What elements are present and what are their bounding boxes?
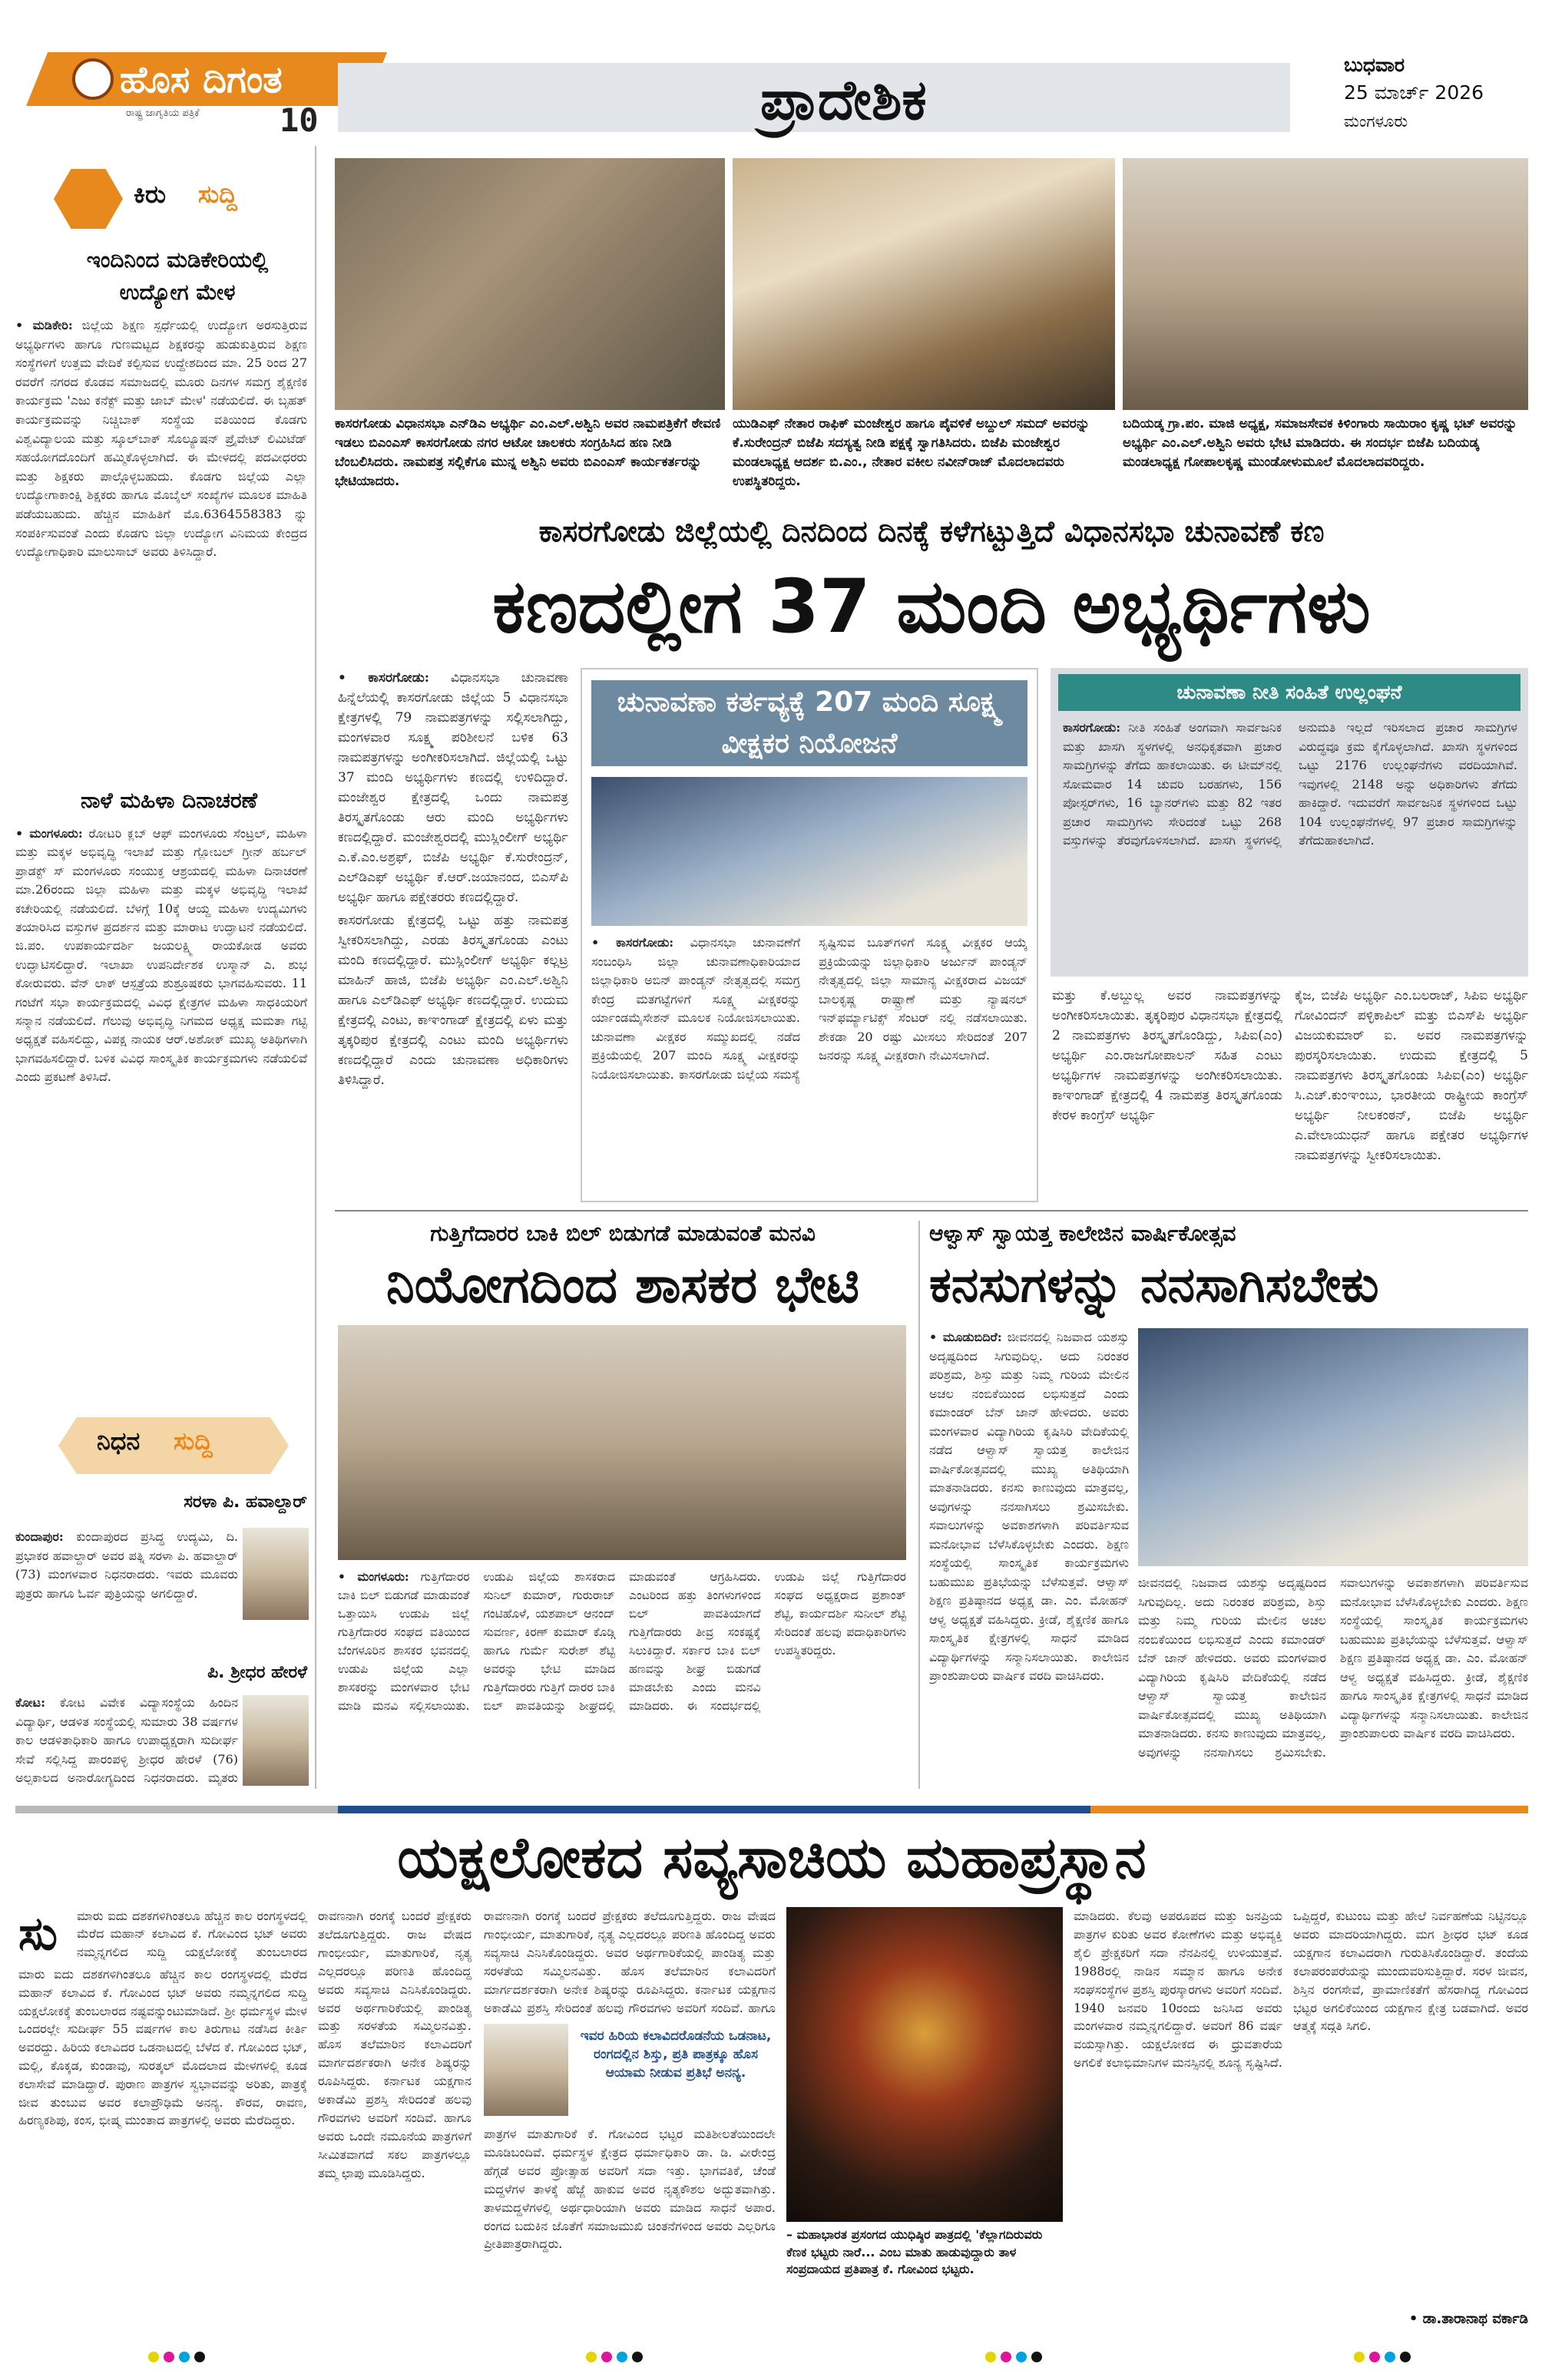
- mla-dateline: • ಮಂಗಳೂರು:: [338, 1569, 409, 1584]
- mla-headline: ನಿಯೋಗದಿಂದ ಶಾಸಕರ ಭೇಟಿ: [386, 1255, 859, 1314]
- obituary-2-dateline: ಕೋಟ:: [15, 1695, 46, 1710]
- alvas-body-left: [929, 1328, 1129, 1787]
- mla-delegation-photo: [338, 1325, 906, 1560]
- logo-text: ಹೊಸ ದಿಗಂತ: [120, 58, 283, 101]
- feature-body-col2b: ರಾವಣನಾಗಿ ರಂಗಕ್ಕೆ ಬಂದರೆ ಪ್ರೇಕ್ಷಕರು ತಲೆದೂಗುತ್ತಿದ್ದರು. ರಾಜ ವೇಷದ ಗಾಂಭೀರ್ಯ, ಮಾತುಗಾರಿಕೆ, ನೃತ್ಯ ಎಲ್ಲದರಲ್ಲೂ ಪರಿಣತಿ ಹೊಂದಿದ್ದ ಅವರು ಸವ್ಯಸಾಚಿ ಎನಿಸಿಕೊಂಡಿದ್ದರು. ಅವರ ಅರ್ಥಗಾರಿಕೆಯಲ್ಲಿ ಪಾಂಡಿತ್ಯ ಮತ್ತು ಸರಳತೆಯ ಸಮ್ಮಿಲನವಿತ್ತು. ಹೊಸ ತಲೆಮಾರಿನ ಕಲಾವಿದರಿಗೆ ಮಾರ್ಗದರ್ಶಕರಾಗಿ ಅನೇಕ ಶಿಷ್ಯರನ್ನು ರೂಪಿಸಿದ್ದರು. ಕರ್ನಾಟಕ ಯಕ್ಷಗಾನ ಅಕಾಡೆಮಿ ಪ್ರಶಸ್ತಿ ಸೇರಿದಂತೆ ಹಲವು ಗೌರವಗಳು ಅವರಿಗೆ ಸಂದಿವೆ. ಹಾಗೂ: [484, 1909, 776, 2015]
- lead-kicker: ಕಾಸರಗೋಡು ಜಿಲ್ಲೆಯಲ್ಲಿ ದಿನದಿಂದ ದಿನಕ್ಕೆ ಕಳೆಗಟ್ಟುತ್ತಿದೆ ವಿಧಾನಸಭಾ ಚುನಾವಣೆ ಕಣ: [538, 514, 1325, 548]
- feature-body-col5: ಒಪ್ಪಿದ್ದರೆ, ಕುಟುಂಬ ಮತ್ತು ಹೇಲೆ ನಿರ್ವಹಣೆಯ ನಿಟ್ಟಿನಲ್ಲೂ ಅವರು ಮಾದರಿಯಾಗಿದ್ದರು. ಮಗ ಶ್ರೀಧರ ಭಟ್ ಕೂಡ ಯಕ್ಷಗಾನ ಕಲಾವಿದರಾಗಿ ಗುರುತಿಸಿಕೊಂಡಿದ್ದಾರೆ. ತಂದೆಯ ಕಲಾಪರಂಪರೆಯನ್ನು ಮುಂದುವರಿಸುತ್ತಿದ್ದಾರೆ. ಸರಳ ಜೀವನ, ಶಿಸ್ತಿನ ರಂಗಸೇವೆ, ಪ್ರಾಮಾಣಿಕತೆಗೆ ಹೆಸರಾಗಿದ್ದ ಗೋವಿಂದ ಭಟ್ಟರ ಅಗಲಿಕೆಯಿಂದ ಯಕ್ಷಗಾನ ಕ್ಷೇತ್ರ ಬಡವಾಗಿದೆ. ಅವರ ಆತ್ಮಕ್ಕೆ ಸದ್ಗತಿ ಸಿಗಲಿ.: [1293, 1909, 1528, 2034]
- feature-body-col4: ಮಾಡಿದರು. ಕೆಲವು ಅಪರೂಪದ ಮತ್ತು ಜನಪ್ರಿಯ ಪಾತ್ರಗಳ ಕುರಿತು ಅವರ ಕೋಣೆಗಳು ಮತ್ತು ಅಭಿವ್ಯಕ್ತಿ ಶೈಲಿ ಪ್ರೇಕ್ಷಕರಿಗೆ ಸದಾ ನೆನಪಿನಲ್ಲಿ ಉಳಿಯುತ್ತವೆ. 1988ರಲ್ಲಿ ನಾಡಿನ ಸಮ್ಮಾನ ಹಾಗೂ ಅನೇಕ ಸಂಘಸಂಸ್ಥೆಗಳ ಪ್ರಶಸ್ತಿ ಪುರಸ್ಕಾರಗಳು ಅವರಿಗೆ ಸಂದಿವೆ. 1940 ಜನವರಿ 10ರಂದು ಜನಿಸಿದ ಅವರು ಮಂಗಳವಾರ ನಮ್ಮನ್ನಗಲಿದ್ದಾರೆ. ಅವರಿಗೆ 86 ವರ್ಷ ವಯಸ್ಸಾಗಿತ್ತು. ಯಕ್ಷಲೋಕದ ಈ ಧ್ರುವತಾರೆಯ ಅಗಲಿಕೆ ಕಲಾಭಿಮಾನಿಗಳ ಮನಸ್ಸಿನಲ್ಲಿ ಶೂನ್ಯ ಸೃಷ್ಟಿಸಿದೆ.: [1074, 1909, 1282, 2071]
- mla-text: ಗುತ್ತಿಗೆದಾರರ ಬಾಕಿ ಬಿಲ್ ಬಿಡುಗಡೆ ಮಾಡುವಂತೆ ಒತ್ತಾಯಿಸಿ ಉಡುಪಿ ಜಿಲ್ಲೆ ಗುತ್ತಿಗೆದಾರರ ಸಂಘದ ವತಿಯಿಂದ ಬೆಂಗಳೂರಿನ ಶಾಸಕರ ಭವನದಲ್ಲಿ ಉಡುಪಿ ಜಿಲ್ಲೆಯ ಎಲ್ಲಾ ಶಾಸಕರನ್ನು ಮಂಗಳವಾರ ಭೇಟಿ ಮಾಡಿ ಮನವಿ ಸಲ್ಲಿಸಲಾಯಿತು. ಉಡುಪಿ ಜಿಲ್ಲೆಯ ಶಾಸಕರಾದ ಸುನಿಲ್ ಕುಮಾರ್, ಗುರುರಾಜ್ ಗಂಟಿಹೊಳೆ, ಯಶಪಾಲ್ ಆನಂದ್ ಸುವರ್ಣ, ಕಿರಣ್ ಕುಮಾರ್ ಕೊಡ್ಗಿ ಹಾಗೂ ಗುರ್ಮೆ ಸುರೇಶ್ ಶೆಟ್ಟಿ ಅವರನ್ನು ಭೇಟಿ ಮಾಡಿದ ಗುತ್ತಿಗೆದಾರರು ಗುತ್ತಿಗೆ ದಾರರ ಬಾಕಿ ಬಿಲ್ ಪಾವತಿಯನ್ನು ಶೀಘ್ರದಲ್ಲಿ ಮಾಡುವಂತೆ ಆಗ್ರಹಿಸಿದರು. ಎಂಟರಿಂದ ಹತ್ತು ತಿಂಗಳುಗಳಿಂದ ಬಿಲ್ ಪಾವತಿಯಾಗದೆ ಗುತ್ತಿಗೆದಾರರು ತೀವ್ರ ಸಂಕಷ್ಟಕ್ಕೆ ಸಿಲುಕಿದ್ದಾರೆ. ಸರ್ಕಾರ ಬಾಕಿ ಬಿಲ್ ಹಣವನ್ನು ಶೀಘ್ರ ಬಿಡುಗಡೆ ಮಾಡಬೇಕು ಎಂದು ಮನವಿ ಮಾಡಿದರು. ಈ ಸಂದರ್ಭದಲ್ಲಿ ಉಡುಪಿ ಜಿಲ್ಲೆ ಗುತ್ತಿಗೆದಾರರ ಸಂಘದ ಅಧ್ಯಕ್ಷರಾದ ಪ್ರಶಾಂತ್ ಶೆಟ್ಟಿ, ಕಾರ್ಯದರ್ಶಿ ಸುನೀಲ್ ಶೆಟ್ಟಿ ಸೇರಿದಂತೆ ಹಲವು ಪದಾಧಿಕಾರಿಗಳು ಉಪಸ್ಥಿತರಿದ್ದರು.: [338, 1570, 906, 1713]
- obituary-1-photo: [243, 1528, 309, 1620]
- sidebar-divider: [315, 146, 316, 1789]
- observer-box-title: ಚುನಾವಣಾ ಕರ್ತವ್ಯಕ್ಕೆ 207 ಮಂದಿ ಸೂಕ್ಷ್ಮ ವೀಕ್ಷಕರ ನಿಯೋಜನೆ: [591, 680, 1027, 766]
- masthead-logo: [26, 52, 387, 138]
- brief2-headline: ನಾಳೆ ಮಹಿಳಾ ದಿನಾಚರಣೆ: [80, 788, 258, 813]
- nidhana-label: ನಿಧನ: [97, 1426, 141, 1456]
- feature-body-col3: ಪಾತ್ರಗಳ ಮಾತುಗಾರಿಕೆ ಕೆ. ಗೋವಿಂದ ಭಟ್ಟರ ಮತಿಶೀಲತೆಯಿಂದಲೇ ಮೂಡಿಬಂದಿವೆ. ಧರ್ಮಸ್ಥಳ ಕ್ಷೇತ್ರದ ಧರ್ಮಾಧಿಕಾರಿ ಡಾ. ಡಿ. ವೀರೇಂದ್ರ ಹೆಗ್ಗಡೆ ಅವರ ಪ್ರೋತ್ಸಾಹ ಅವರಿಗೆ ಸದಾ ಇತ್ತು. ಭಾಗವತಿಕೆ, ಚೆಂಡೆ ಮದ್ದಳೆಗಳ ತಾಳಕ್ಕೆ ಹೆಜ್ಜೆ ಹಾಕುವ ಅವರ ನೃತ್ಯಕೌಶಲ ಅದ್ಭುತವಾಗಿತ್ತು. ತಾಳಮದ್ದಳೆಗಳಲ್ಲಿ ಅರ್ಥಧಾರಿಯಾಗಿ ಅವರು ಮಾಡಿದ ಸಾಧನೆ ಅಪಾರ. ರಂಗದ ಬದುಕಿನ ಜೊತೆಗೆ ಸಮಾಜಮುಖಿ ಚಿಂತನೆಗಳಿಂದ ಅವರು ಎಲ್ಲರಿಗೂ ಪ್ರೀತಿಪಾತ್ರರಾಗಿದ್ದರು.: [484, 2127, 776, 2252]
- photo-bjp-joining: [733, 158, 1115, 410]
- obituary-1-name: ಸರಳಾ ಪಿ. ಹವಾಲ್ದಾರ್: [184, 1492, 307, 1512]
- obituary-2-name: ಪಿ. ಶ್ರೀಧರ ಹೇರಳೆ: [207, 1663, 307, 1682]
- lead-body-col3: ಮತ್ತು ಕೆ.ಅಬ್ದುಲ್ಲ ಅವರ ನಾಮಪತ್ರಗಳನ್ನು ಅಂಗೀಕರಿಸಲಾಯಿತು. ತೃಕ್ಕರಿಪುರ ವಿಧಾನಸಭಾ ಕ್ಷೇತ್ರದಲ್ಲಿ 2 ನಾಮಪತ್ರಗಳು ತಿರಸ್ಕೃತಗೊಂಡಿದ್ದು, ಸಿಪಿಐ(ಎಂ) ಅಭ್ಯರ್ಥಿ ಎಂ.ರಾಜಗೋಪಾಲನ್ ಸಹಿತ ಎಂಟು ಅಭ್ಯರ್ಥಿಗಳ ನಾಮಪತ್ರಗಳನ್ನು ಅಂಗೀಕರಿಸಲಾಯಿತು. ಕಾಞಂಗಾಡ್ ಕ್ಷೇತ್ರದಲ್ಲಿ 4 ನಾಮಪತ್ರ ತಿರಸ್ಕೃತಗೊಂಡು ಕೇರಳ ಕಾಂಗ್ರೆಸ್ ಅಭ್ಯರ್ಥಿ: [1052, 988, 1282, 1123]
- photo-caption-3: ಬದಿಯಡ್ಕ ಗ್ರಾ.ಪಂ. ಮಾಜಿ ಅಧ್ಯಕ್ಷ, ಸಮಾಜಸೇವಕ ಕಿಳಿಂಗಾರು ಸಾಯಿರಾಂ ಕೃಷ್ಣ ಭಟ್ ಅವರನ್ನು ಅಭ್ಯರ್ಥಿ ಎಂ.ಎಲ್.ಅಶ್ವಿನಿ ಅವರು ಭೇಟಿ ಮಾಡಿದರು. ಈ ಸಂದರ್ಭ ಬಿಜೆಪಿ ಬದಿಯಡ್ಕ ಮಂಡಲಾಧ್ಯಕ್ಷ ಗೋಪಾಲಕೃಷ್ಣ ಮುಂಡೋಳುಮೂಲೆ ಮೊದಲಾದವರಿದ್ದರು.: [1123, 416, 1517, 470]
- issue-city: ಮಂಗಳೂರು: [1344, 112, 1408, 131]
- reg-dots-4: [1352, 2351, 1444, 2366]
- violation-box-title: ಚುನಾವಣಾ ನೀತಿ ಸಂಹಿತೆ ಉಲ್ಲಂಘನೆ: [1058, 674, 1520, 711]
- feature-bar-orange: [1090, 1806, 1528, 1813]
- yakshagana-artist-photo: [786, 1907, 1063, 2222]
- feature-byline: • ಡಾ.ತಾರಾನಾಥ ವರ್ಕಾಡಿ: [1408, 2311, 1528, 2327]
- brief2-dateline: • ಮಂಗಳೂರು:: [15, 826, 83, 841]
- feature-body-col1b: ಮಾರು ಐದು ದಶಕಗಳಿಗಿಂತಲೂ ಹೆಚ್ಚಿನ ಕಾಲ ರಂಗಸ್ಥಳದಲ್ಲಿ ಮೆರೆದ ಮಹಾನ್ ಕಲಾವಿದ ಕೆ. ಗೋವಿಂದ ಭಟ್ ಅವರು ನಮ್ಮನ್ನಗಲಿದ ಸುದ್ದಿ ಯಕ್ಷಲೋಕಕ್ಕೆ ತುಂಬಲಾರದ ನಷ್ಟವನ್ನುಂಟುಮಾಡಿದೆ. ಶ್ರೀ ಧರ್ಮಸ್ಥಳ ಮೇಳ ಒಂದರಲ್ಲೇ ಸುದೀರ್ಘ 55 ವರ್ಷಗಳ ಕಾಲ ತಿರುಗಾಟ ನಡೆಸಿದ ಕೀರ್ತಿ ಅವರದ್ದು. ಹಿರಿಯ ಕಲಾವಿದರ ಒಡನಾಟದಲ್ಲಿ ಬೆಳೆದ ಕೆ. ಗೋವಿಂದ ಭಟ್, ಮಲ್ಲಿ, ಕೊಕ್ಕಡ, ಕುಂಡಾವು, ಸುರತ್ಕಲ್ ಮೊದಲಾದ ಮೇಳಗಳಲ್ಲಿ ಕೂಡ ಕಲಾಸೇವೆ ಮಾಡಿದ್ದಾರೆ. ಪುರಾಣ ಪಾತ್ರಗಳ ಸ್ವಭಾವವನ್ನು ಅರಿತು, ಪಾತ್ರಕ್ಕೆ ಜೀವ ತುಂಬುವ ಅವರ ಕಲಾಪ್ರೌಢಿಮೆ ಅನನ್ಯ. ಕೌರವ, ರಾವಣ, ಹಿರಣ್ಯಕಶಿಪು, ಕಂಸ, ಭೀಷ್ಮ ಮುಂತಾದ ಪಾತ್ರಗಳಲ್ಲಿ ಅವರು ಮೆರೆದಿದ್ದರು.: [18, 1967, 307, 2128]
- nidhana-badge: [58, 1417, 289, 1474]
- alvas-dateline: • ಮೂಡುಬಿದಿರೆ:: [929, 1330, 1002, 1344]
- print-registration-marks: [0, 2343, 1542, 2374]
- hand-icon: [54, 169, 123, 229]
- alvas-text: ಜೀವನದಲ್ಲಿ ನಿಜವಾದ ಯಶಸ್ಸು ಅದೃಷ್ಟದಿಂದ ಸಿಗುವುದಿಲ್ಲ. ಅದು ನಿರಂತರ ಪರಿಶ್ರಮ, ಶಿಸ್ತು ಮತ್ತು ನಿಮ್ಮ ಗುರಿಯ ಮೇಲಿನ ಅಚಲ ನಂಬಿಕೆಯಿಂದ ಲಭಿಸುತ್ತದೆ ಎಂದು ಕಮಾಂಡರ್ ಬೆನ್ ಜಾನ್ ಹೇಳಿದರು. ಅವರು ಮಂಗಳವಾರ ವಿದ್ಯಾಗಿರಿಯ ಕೃಷಿಸಿರಿ ವೇದಿಕೆಯಲ್ಲಿ ನಡೆದ ಆಳ್ವಾಸ್ ಸ್ವಾಯತ್ತ ಕಾಲೇಜಿನ ವಾರ್ಷಿಕೋತ್ಸವದಲ್ಲಿ ಮುಖ್ಯ ಅತಿಥಿಯಾಗಿ ಮಾತನಾಡಿದರು. ಕನಸು ಕಾಣುವುದು ಮಾತ್ರವಲ್ಲ, ಅವುಗಳನ್ನು ನನಸಾಗಿಸಲು ಶ್ರಮಿಸಬೇಕು. ಸವಾಲುಗಳನ್ನು ಅವಕಾಶಗಳಾಗಿ ಪರಿವರ್ತಿಸುವ ಮನೋಭಾವ ಬೆಳೆಸಿಕೊಳ್ಳಬೇಕು ಎಂದರು. ಶಿಕ್ಷಣ ಸಂಸ್ಥೆಯಲ್ಲಿ ಸಾಂಸ್ಕೃತಿಕ ಕಾರ್ಯಕ್ರಮಗಳು ಬಹುಮುಖ ಪ್ರತಿಭೆಯನ್ನು ಬೆಳೆಸುತ್ತವೆ. ಆಳ್ವಾಸ್ ಶಿಕ್ಷಣ ಪ್ರತಿಷ್ಠಾನದ ಅಧ್ಯಕ್ಷ ಡಾ. ಎಂ. ಮೋಹನ್ ಆಳ್ವ ಅಧ್ಯಕ್ಷತೆ ವಹಿಸಿದ್ದರು. ಕ್ರೀಡೆ, ಶೈಕ್ಷಣಿಕ ಹಾಗೂ ಸಾಂಸ್ಕೃತಿಕ ಕ್ಷೇತ್ರಗಳಲ್ಲಿ ಸಾಧನೆ ಮಾಡಿದ ವಿದ್ಯಾರ್ಥಿಗಳನ್ನು ಸನ್ಮಾನಿಸಲಾಯಿತು. ಕಾಲೇಜಿನ ಪ್ರಾಂಶುಪಾಲರು ವಾರ್ಷಿಕ ವರದಿ ವಾಚಿಸಿದರು.: [929, 1330, 1129, 1683]
- photo-caption-1: ಕಾಸರಗೋಡು ವಿಧಾನಸಭಾ ಎನ್‌ಡಿಎ ಅಭ್ಯರ್ಥಿ ಎಂ.ಎಲ್.ಅಶ್ವಿನಿ ಅವರ ನಾಮಪತ್ರಿಕೆಗೆ ಠೇವಣಿ ಇಡಲು ಬಿಎಂಎಸ್ ಕಾಸರಗೋಡು ನಗರ ಆಟೋ ಚಾಲಕರು ಸಂಗ್ರಹಿಸಿದ ಹಣ ನೀಡಿ ಬೆಂಬಲಿಸಿದರು. ನಾಮಪತ್ರ ಸಲ್ಲಿಕೆಗೂ ಮುನ್ನ ಅಶ್ವಿನಿ ಅವರು ಬಿಎಂಎಸ್ ಕಾರ್ಯಕರ್ತರನ್ನು ಭೇಟಿಯಾದರು.: [335, 416, 721, 489]
- feature-body-col2: ರಾವಣನಾಗಿ ರಂಗಕ್ಕೆ ಬಂದರೆ ಪ್ರೇಕ್ಷಕರು ತಲೆದೂಗುತ್ತಿದ್ದರು. ರಾಜ ವೇಷದ ಗಾಂಭೀರ್ಯ, ಮಾತುಗಾರಿಕೆ, ನೃತ್ಯ ಎಲ್ಲದರಲ್ಲೂ ಪರಿಣತಿ ಹೊಂದಿದ್ದ ಅವರು ಸವ್ಯಸಾಚಿ ಎನಿಸಿಕೊಂಡಿದ್ದರು. ಅವರ ಅರ್ಥಗಾರಿಕೆಯಲ್ಲಿ ಪಾಂಡಿತ್ಯ ಮತ್ತು ಸರಳತೆಯ ಸಮ್ಮಿಲನವಿತ್ತು. ಹೊಸ ತಲೆಮಾರಿನ ಕಲಾವಿದರಿಗೆ ಮಾರ್ಗದರ್ಶಕರಾಗಿ ಅನೇಕ ಶಿಷ್ಯರನ್ನು ರೂಪಿಸಿದ್ದರು. ಕರ್ನಾಟಕ ಯಕ್ಷಗಾನ ಅಕಾಡೆಮಿ ಪ್ರಶಸ್ತಿ ಸೇರಿದಂತೆ ಹಲವು ಗೌರವಗಳು ಅವರಿಗೆ ಸಂದಿವೆ. ಹಾಗೂ ಅವರು ಒಂದೇ ನಮೂನೆಯ ಪಾತ್ರಗಳಿಗೆ ಸೀಮಿತವಾಗದೆ ಸಕಲ ಪಾತ್ರಗಳಲ್ಲೂ ತಮ್ಮ ಛಾಪು ಮೂಡಿಸಿದ್ದರು.: [318, 1909, 472, 2180]
- observer-text: ವಿಧಾನಸಭಾ ಚುನಾವಣೆಗೆ ಸಂಬಂಧಿಸಿ ಜಿಲ್ಲಾ ಚುನಾವಣಾಧಿಕಾರಿಯಾದ ಜಿಲ್ಲಾಧಿಕಾರಿ ಅಬಿನ್ ಪಾಂಡ್ಯನ್ ನೇತೃತ್ವದಲ್ಲಿ ಸಮಗ್ರ ಕೇಂದ್ರ ಮತಗಟ್ಟೆಗಳಿಗೆ ಸೂಕ್ಷ್ಮ ವೀಕ್ಷಕರನ್ನು ರ್ಯಾಂಡಮೈಸೇಶನ್ ಮೂಲಕ ನಿಯೋಜಿಸಲಾಯಿತು. ಚುನಾವಣಾ ವೀಕ್ಷಕರ ಸಮ್ಮುಖದಲ್ಲಿ ನಡೆದ ಪ್ರಕ್ರಿಯೆಯಲ್ಲಿ 207 ಮಂದಿ ಸೂಕ್ಷ್ಮ ವೀಕ್ಷಕರನ್ನು ನಿಯೋಜಿಸಲಾಯಿತು. ಕಾಸರಗೋಡು ಜಿಲ್ಲೆಯ ಸಮಸ್ಯೆ ಸೃಷ್ಟಿಸುವ ಬೂತ್‌ಗಳಿಗೆ ಸೂಕ್ಷ್ಮ ವೀಕ್ಷಕರ ಆಯ್ಕೆ ಪ್ರಕ್ರಿಯೆಯನ್ನು ಜಿಲ್ಲಾಧಿಕಾರಿ ಅರ್ಜುನ್ ಪಾಂಡ್ಯನ್ ನೇತೃತ್ವದಲ್ಲಿ ಜಿಲ್ಲಾ ಸಾಮಾನ್ಯ ವೀಕ್ಷಕರಾದ ವಿಜಯ್ ಬಾಲಕೃಷ್ಣ ರಾಷ್ಟ್ರಾಣೆ ಮತ್ತು ನ್ಯಾಷನಲ್ ಇನ್‌ಫರ್ಮ್ಯಾಟಿಕ್ಸ್ ಸೆಂಟರ್ ನಲ್ಲಿ ನಡೆಸಲಾಯಿತು. ಶೇಕಡಾ 20 ರಷ್ಟು ಮೀಸಲು ಸೇರಿದಂತೆ 207 ಜನರನ್ನು ಸೂಕ್ಷ್ಮ ವೀಕ್ಷಕರಾಗಿ ನೇಮಿಸಲಾಗಿದೆ.: [591, 935, 1027, 1082]
- feature-body-col1: ಮಾರು ಐದು ದಶಕಗಳಿಗಿಂತಲೂ ಹೆಚ್ಚಿನ ಕಾಲ ರಂಗಸ್ಥಳದಲ್ಲಿ ಮೆರೆದ ಮಹಾನ್ ಕಲಾವಿದ ಕೆ. ಗೋವಿಂದ ಭಟ್ ಅವರು ನಮ್ಮನ್ನಗಲಿದ ಸುದ್ದಿ ಯಕ್ಷಲೋಕಕ್ಕೆ ತುಂಬಲಾರದ: [77, 1909, 307, 1959]
- observer-body: [591, 934, 1027, 1195]
- feature-dropcap: ಸು: [18, 1907, 58, 1961]
- alvas-body-right: ಜೀವನದಲ್ಲಿ ನಿಜವಾದ ಯಶಸ್ಸು ಅದೃಷ್ಟದಿಂದ ಸಿಗುವುದಿಲ್ಲ. ಅದು ನಿರಂತರ ಪರಿಶ್ರಮ, ಶಿಸ್ತು ಮತ್ತು ನಿಮ್ಮ ಗುರಿಯ ಮೇಲಿನ ಅಚಲ ನಂಬಿಕೆಯಿಂದ ಲಭಿಸುತ್ತದೆ ಎಂದು ಕಮಾಂಡರ್ ಬೆನ್ ಜಾನ್ ಹೇಳಿದರು. ಅವರು ಮಂಗಳವಾರ ವಿದ್ಯಾಗಿರಿಯ ಕೃಷಿಸಿರಿ ವೇದಿಕೆಯಲ್ಲಿ ನಡೆದ ಆಳ್ವಾಸ್ ಸ್ವಾಯತ್ತ ಕಾಲೇಜಿನ ವಾರ್ಷಿಕೋತ್ಸವದಲ್ಲಿ ಮುಖ್ಯ ಅತಿಥಿಯಾಗಿ ಮಾತನಾಡಿದರು. ಕನಸು ಕಾಣುವುದು ಮಾತ್ರವಲ್ಲ, ಅವುಗಳನ್ನು ನನಸಾಗಿಸಲು ಶ್ರಮಿಸಬೇಕು. ಸವಾಲುಗಳನ್ನು ಅವಕಾಶಗಳಾಗಿ ಪರಿವರ್ತಿಸುವ ಮನೋಭಾವ ಬೆಳೆಸಿಕೊಳ್ಳಬೇಕು ಎಂದರು. ಶಿಕ್ಷಣ ಸಂಸ್ಥೆಯಲ್ಲಿ ಸಾಂಸ್ಕೃತಿಕ ಕಾರ್ಯಕ್ರಮಗಳು ಬಹುಮುಖ ಪ್ರತಿಭೆಯನ್ನು ಬೆಳೆಸುತ್ತವೆ. ಆಳ್ವಾಸ್ ಶಿಕ್ಷಣ ಪ್ರತಿಷ್ಠಾನದ ಅಧ್ಯಕ್ಷ ಡಾ. ಎಂ. ಮೋಹನ್ ಆಳ್ವ ಅಧ್ಯಕ್ಷತೆ ವಹಿಸಿದ್ದರು. ಕ್ರೀಡೆ, ಶೈಕ್ಷಣಿಕ ಹಾಗೂ ಸಾಂಸ್ಕೃತಿಕ ಕ್ಷೇತ್ರಗಳಲ್ಲಿ ಸಾಧನೆ ಮಾಡಿದ ವಿದ್ಯಾರ್ಥಿಗಳನ್ನು ಸನ್ಮಾನಿಸಲಾಯಿತು. ಕಾಲೇಜಿನ ಪ್ರಾಂಶುಪಾಲರು ವಾರ್ಷಿಕ ವರದಿ ವಾಚಿಸಿದರು.: [1138, 1575, 1528, 1760]
- brief-text: ಜಿಲ್ಲೆಯ ಶಿಕ್ಷಣ ಸ್ಪರ್ಧೆಯಲ್ಲಿ ಉದ್ಯೋಗ ಅರಸುತ್ತಿರುವ ಅಭ್ಯರ್ಥಿಗಳು ಹಾಗೂ ಗುಣಮಟ್ಟದ ಶಿಕ್ಷಕರನ್ನು ಹುಡುಕುತ್ತಿರುವ ಶಿಕ್ಷಣ ಸಂಸ್ಥೆಗಳಿಗೆ ಉತ್ತಮ ವೇದಿಕೆ ಕಲ್ಪಿಸುವ ಉದ್ದೇಶದಿಂದ ಮಾ. 25 ರಿಂದ 27 ರವರೆಗೆ ನಗರದ ಕೊಡವ ಸಮಾಜದಲ್ಲಿ ಮೂರು ದಿನಗಳ ಸಮಗ್ರ ಶೈಕ್ಷಣಿಕ ಕಾರ್ಯಕ್ರಮ 'ಎಜು ಕನೆಕ್ಟ್ ಮತ್ತು ಜಾಬ್ ಮೇಳ' ನಡೆಯಲಿದೆ. ಈ ಬೃಹತ್ ಕಾರ್ಯಕ್ರಮವನ್ನು ನಿಚ್ಚಿಬಾಕ್ ಸಂಸ್ಥೆಯ ವತಿಯಿಂದ ಕೊಡಗು ವಿಶ್ವವಿದ್ಯಾಲಯ ಮತ್ತು ಸ್ಕೂಲ್‌ಬಾಕ್ ಸೊಲ್ಯೂಷನ್ ಪ್ರೈವೇಟ್ ಲಿಮಿಟೆಡ್ ಸಹಯೋಗದೊಂದಿಗೆ ಹಮ್ಮಿಕೊಳ್ಳಲಾಗಿದೆ. ಈ ಮೇಳದಲ್ಲಿ ಪದವೀಧರರು ಮತ್ತು ಶಿಕ್ಷಕರು ಪಾಲ್ಗೊಳ್ಳಬಹುದು. ಕೊಡಗು ಜಿಲ್ಲೆಯ ಎಲ್ಲಾ ಉದ್ಯೋಗಾಕಾಂಕ್ಷಿ ಶಿಕ್ಷಕರು ಹಾಗೂ ಮೊಬೈಲ್ ಸಂಖ್ಯೆಗಳ ಮೂಲಕ ಮಾಹಿತಿ ಪಡೆಯಬಹುದು. ಹೆಚ್ಚಿನ ಮಾಹಿತಿಗೆ ಮೊ.6364558383 ನ್ನು ಸಂಪರ್ಕಿಸುವಂತೆ ಎಂದು ಕೊಡಗು ಜಿಲ್ಲಾ ಉದ್ಯೋಗ ವಿನಿಮಯ ಕೇಂದ್ರದ ಉದ್ಯೋಗಾಧಿಕಾರಿ ಮಾಲುಸಾಬ್ ಅವರು ತಿಳಿಸಿದ್ದಾರೆ.: [15, 318, 307, 560]
- lead-body-1: ವಿಧಾನಸಭಾ ಚುನಾವಣಾ ಹಿನ್ನೆಲೆಯಲ್ಲಿ ಕಾಸರಗೋಡು ಜಿಲ್ಲೆಯ 5 ವಿಧಾನಸಭಾ ಕ್ಷೇತ್ರಗಳಲ್ಲಿ 79 ನಾಮಪತ್ರಗಳನ್ನು ಸಲ್ಲಿಸಲಾಗಿದ್ದು, ಮಂಗಳವಾರ ಸೂಕ್ಷ್ಮ ಪರಿಶೀಲನೆ ಬಳಿಕ 63 ನಾಮಪತ್ರಗಳನ್ನು ಅಂಗೀಕರಿಸಲಾಗಿದೆ. ಜಿಲ್ಲೆಯಲ್ಲಿ ಒಟ್ಟು 37 ಮಂದಿ ಅಭ್ಯರ್ಥಿಗಳು ಕಣದಲ್ಲಿ ಉಳಿದಿದ್ದಾರೆ. ಮಂಜೇಶ್ವರ ಕ್ಷೇತ್ರದಲ್ಲಿ ಒಂದು ನಾಮಪತ್ರ ತಿರಸ್ಕೃತಗೊಂಡು ಆರು ಮಂದಿ ಅಭ್ಯರ್ಥಿಗಳು ಕಣದಲ್ಲಿದ್ದಾರೆ. ಮಂಜೇಶ್ವರದಲ್ಲಿ ಮುಸ್ಲಿಂಲೀಗ್ ಅಭ್ಯರ್ಥಿ ಎ.ಕೆ.ಎಂ.ಅಶ್ರಫ್, ಬಿಜೆಪಿ ಅಭ್ಯರ್ಥಿ ಕೆ.ಸುರೇಂದ್ರನ್, ಎಲ್‌ಡಿಎಫ್ ಅಭ್ಯರ್ಥಿ ಕೆ.ಆರ್.ಜಯಾನಂದ, ಬಿಎಸ್‌ಪಿ ಅಭ್ಯರ್ಥಿ ಹಾಗೂ ಪಕ್ಷೇತರರು ಕಣದಲ್ಲಿದ್ದಾರೆ.: [338, 670, 568, 905]
- violation-dateline: ಕಾಸರಗೋಡು:: [1063, 720, 1121, 735]
- brief-headline: ಇಂದಿನಿಂದ ಮಡಿಕೇರಿಯಲ್ಲಿ ಉದ್ಯೋಗ ಮೇಳ: [86, 247, 269, 305]
- kiru-suddi-badge: [54, 169, 299, 230]
- obituary-2-text: ಕೋಟ ವಿವೇಕ ವಿದ್ಯಾಸಂಸ್ಥೆಯ ಹಿಂದಿನ ವಿದ್ಯಾರ್ಥಿ, ಆಡಳಿತ ಸಂಸ್ಥೆಯಲ್ಲಿ ಸುಮಾರು 38 ವರ್ಷಗಳ ಕಾಲ ಆಡಳಿತಾಧಿಕಾರಿ ಹಾಗೂ ಉಪಾಧ್ಯಕ್ಷರಾಗಿ ಸುದೀರ್ಘ ಸೇವೆ ಸಲ್ಲಿಸಿದ್ದ ಪಾರಂಪಳ್ಳಿ ಶ್ರೀಧರ ಹೇರಳೆ (76) ಅಲ್ಪಕಾಲದ ಅನಾರೋಗ್ಯದಿಂದ ನಿಧನರಾದರು. ಮೃತರು: [15, 1695, 238, 1785]
- violation-body: [1063, 719, 1517, 970]
- photo-kasaragod-nomination: [335, 158, 725, 410]
- photo-caption-2: ಯುಡಿಎಫ್ ನೇತಾರ ರಾಫಿಕ್ ಮಂಜೇಶ್ವರ ಹಾಗೂ ಪೈವಳಿಕೆ ಅಬ್ದುಲ್ ಸಮದ್ ಅವರನ್ನು ಕೆ.ಸುರೇಂದ್ರನ್ ಬಿಜೆಪಿ ಸದಸ್ಯತ್ವ ನೀಡಿ ಪಕ್ಷಕ್ಕೆ ಸ್ವಾಗತಿಸಿದರು. ಬಿಜೆಪಿ ಮಂಜೇಶ್ವರ ಮಂಡಲಾಧ್ಯಕ್ಷ ಆದರ್ಶ ಬಿ.ಎಂ., ನೇತಾರ ವಕೀಲ ನವೀನ್‌ರಾಜ್ ಮೊದಲಾದವರು ಉಪಸ್ಥಿತರಿದ್ದರು.: [733, 416, 1090, 489]
- section-title: ಪ್ರಾದೇಶಿಕ: [760, 68, 927, 132]
- reg-dots-1: [146, 2351, 238, 2366]
- obituary-1-text: ಕುಂದಾಪುರದ ಪ್ರಸಿದ್ಧ ಉದ್ಯಮಿ, ದಿ. ಪ್ರಭಾಕರ ಹವಾಲ್ದಾರ್ ಅವರ ಪತ್ನಿ ಸರಳಾ ಪಿ. ಹವಾಲ್ದಾರ್ (73) ಮಂಗಳವಾರ ನಿಧನರಾದರು. ಇವರು ಮೂವರು ಪುತ್ರರು ಹಾಗೂ ಓರ್ವ ಪುತ್ರಿಯನ್ನು ಅಗಲಿದ್ದಾರೆ.: [15, 1529, 238, 1601]
- lamp-icon: [72, 58, 114, 100]
- reg-dots-3: [983, 2351, 1075, 2366]
- page-number: 10: [280, 101, 319, 139]
- lead-headline: ಕಣದಲ್ಲೀಗ 37 ಮಂದಿ ಅಭ್ಯರ್ಥಿಗಳು: [492, 564, 1371, 650]
- alvas-headline: ಕನಸುಗಳನ್ನು ನನಸಾಗಿಸಬೇಕು: [929, 1257, 1379, 1314]
- alvas-event-photo: [1138, 1328, 1528, 1566]
- feature-bar-left: [15, 1806, 338, 1813]
- mla-body: [338, 1568, 906, 1787]
- brief-body: [15, 316, 307, 785]
- brief-dateline: • ಮಡಿಕೇರಿ:: [15, 318, 73, 332]
- logo-tagline: ರಾಷ್ಟ್ರ ಜಾಗೃತಿಯ ಪತ್ರಿಕೆ: [126, 107, 200, 119]
- nidhana-suddi-label: ಸುದ್ದಿ: [174, 1426, 213, 1456]
- lead-body-col4: ಕೈಜ, ಬಿಜೆಪಿ ಅಭ್ಯರ್ಥಿ ಎಂ.ಬಲರಾಜ್, ಸಿಪಿಐ ಅಭ್ಯರ್ಥಿ ಗೋವಿಂದನ್ ಪಳ್ಳಿಕಾಪಿಲ್ ಮತ್ತು ಬಿಎಸ್‌ಪಿ ಅಭ್ಯರ್ಥಿ ವಿಜಯಕುಮಾರ್ ಐ. ಅವರ ನಾಮಪತ್ರಗಳನ್ನು ಪುರಸ್ಕರಿಸಲಾಯಿತು. ಉದುಮ ಕ್ಷೇತ್ರದಲ್ಲಿ 5 ನಾಮಪತ್ರಗಳು ತಿರಸ್ಕೃತಗೊಂಡು ಸಿಪಿಐ(ಎಂ) ಅಭ್ಯರ್ಥಿ ಸಿ.ಎಚ್.ಕುಂಞಂಬು, ಭಾರತೀಯ ರಾಷ್ಟ್ರೀಯ ಕಾಂಗ್ರೆಸ್ ಅಭ್ಯರ್ಥಿ ನೀಲಕಂಠನ್, ಬಿಜೆಪಿ ಅಭ್ಯರ್ಥಿ ಎ.ವೇಲಾಯುಧನ್ ಹಾಗೂ ಪಕ್ಷೇತರ ಅಭ್ಯರ್ಥಿಗಳ ನಾಮಪತ್ರಗಳನ್ನು ಸ್ವೀಕರಿಸಲಾಯಿತು.: [1295, 988, 1528, 1163]
- brief2-text: ರೋಟರಿ ಕ್ಲಬ್ ಆಫ್ ಮಂಗಳೂರು ಸೆಂಟ್ರಲ್, ಮಹಿಳಾ ಮತ್ತು ಮಕ್ಕಳ ಅಭಿವೃದ್ಧಿ ಇಲಾಖೆ ಮತ್ತು ಗ್ಲೋಬಲ್ ಗ್ರೀನ್ ಹರ್ಬಲ್ ಪ್ರಾಡಕ್ಟ್ ಸ್ ಮಂಗಳೂರು ಸಂಯುಕ್ತ ಆಶ್ರಯದಲ್ಲಿ ಮಹಿಳಾ ದಿನಾಚರಣೆ ಮಾ.26ರಂದು ಜಿಲ್ಲಾ ಮಹಿಳಾ ಮತ್ತು ಮಕ್ಕಳ ಅಭಿವೃದ್ಧಿ ಇಲಾಖೆ ಕಚೇರಿಯಲ್ಲಿ ನಡೆಯಲಿದೆ. ಬೆಳಗ್ಗೆ 10ಕ್ಕೆ ಆಯ್ದ ಮಹಿಳಾ ಉದ್ಯಮಿಗಳು ತಯಾರಿಸಿದ ವಸ್ತುಗಳ ಪ್ರದರ್ಶನ ಮತ್ತು ಮಾರಾಟ ಉದ್ಘಾಟನೆ ನಡೆಯಲಿದೆ. ಜಿ.ಪಂ. ಉಪಕಾರ್ಯದರ್ಶಿ ಜಯಲಕ್ಷ್ಮಿ ರಾಯಕೋಡ ಅವರು ಉದ್ಘಾಟಿಸಲಿದ್ದಾರೆ. ಇಲಾಖಾ ಉಪನಿರ್ದೇಶಕ ಉಸ್ಮಾನ್ ಎ. ಶುಭ ಕೋರುವರು. ವೆನ್ ಲಾಕ್ ಆಸ್ಪತ್ರೆಯ ಶುಶ್ರೂಷಕರು ಭಾಗವಹಿಸುವರು. 11 ಗಂಟೆಗೆ ಸಭಾ ಕಾರ್ಯಕ್ರಮದಲ್ಲಿ ವಿವಿಧ ಕ್ಷೇತ್ರಗಳ ಮಹಿಳಾ ಸಾಧಕಿಯರಿಗೆ ಸನ್ಮಾನ ನಡೆಯಲಿದೆ. ಗೆಲುವು ಅಭಿವೃದ್ಧಿ ನಿಗಮದ ಅಧ್ಯಕ್ಷ ಮಮತಾ ಗಟ್ಟಿ ಅಧ್ಯಕ್ಷತೆ ವಹಿಸಲಿದ್ದು, ವಿಪಕ್ಷ ನಾಯಕ ಆರ್.ಅಶೋಕ್ ಮುಖ್ಯ ಅತಿಥಿಗಳಾಗಿ ಭಾಗವಹಿಸಲಿದ್ದಾರೆ. ಬಳಿಕ ವಿವಿಧ ಸಾಂಸ್ಕೃತಿಕ ಕಾರ್ಯಕ್ರಮಗಳು ನಡೆಯಲಿವೆ ಎಂದು ಪ್ರಕಟಣೆ ತಿಳಿಸಿದೆ.: [15, 826, 307, 1085]
- yakshagana-photo-caption: – ಮಹಾಭಾರತ ಪ್ರಸಂಗದ ಯುಧಿಷ್ಠಿರ ಪಾತ್ರದಲ್ಲಿ 'ಕೆಲ್ಲಾಗದಿರುವರು ಕೆಣಕ ಭಟ್ಟರು ನಾರೆ... ಎಂಬ ಮಾತು ಹಾಡುವುದ್ದಾರು ತಾಳ ಸಂಪ್ರದಾಯದ ಪ್ರತಿಪಾತ್ರ ಕೆ. ಗೋವಿಂದ ಭಟ್ಟರು.: [786, 2227, 1043, 2276]
- lead-body-col2: ಕಾಸರಗೋಡು ಕ್ಷೇತ್ರದಲ್ಲಿ ಒಟ್ಟು ಹತ್ತು ನಾಮಪತ್ರ ಸ್ವೀಕರಿಸಲಾಗಿದ್ದು, ಎರಡು ತಿರಸ್ಕೃತಗೊಂಡು ಎಂಟು ಮಂದಿ ಕಣದಲ್ಲಿದ್ದಾರೆ. ಮುಸ್ಲಿಂಲೀಗ್ ಅಭ್ಯರ್ಥಿ ಕಲ್ಲಟ್ರ ಮಾಹಿನ್ ಹಾಜಿ, ಬಿಜೆಪಿ ಅಭ್ಯರ್ಥಿ ಎಂ.ಎಲ್.ಅಶ್ವಿನಿ ಹಾಗೂ ಎಲ್‌ಡಿಎಫ್ ಅಭ್ಯರ್ಥಿ ಕಣದಲ್ಲಿದ್ದಾರೆ. ಉದುಮ ಕ್ಷೇತ್ರದಲ್ಲಿ ಎಂಟು, ಕಾಞಂಗಾಡ್ ಕ್ಷೇತ್ರದಲ್ಲಿ ಏಳು ಮತ್ತು ತೃಕ್ಕರಿಪುರ ಕ್ಷೇತ್ರದಲ್ಲಿ ಎಂಟು ಮಂದಿ ಅಭ್ಯರ್ಥಿಗಳು ಕಣದಲ್ಲಿದ್ದಾರೆ ಎಂದು ಚುನಾವಣಾ ಅಧಿಕಾರಿಗಳು ತಿಳಿಸಿದ್ದಾರೆ.: [338, 911, 568, 1202]
- observer-meeting-photo: [591, 777, 1027, 926]
- photo-badiyadka-visit: [1123, 158, 1528, 410]
- obituary-1-dateline: ಕುಂದಾಪುರ:: [15, 1529, 64, 1544]
- issue-date: 25 ಮಾರ್ಚ್ 2026: [1344, 81, 1484, 104]
- alvas-kicker: ಆಳ್ವಾಸ್ ಸ್ವಾಯತ್ತ ಕಾಲೇಜಿನ ವಾರ್ಷಿಕೋತ್ಸವ: [929, 1221, 1236, 1246]
- author-portrait: [484, 2024, 568, 2116]
- reg-dots-2: [584, 2351, 676, 2366]
- feature-bar-blue: [338, 1806, 1090, 1813]
- issue-day: ಬುಧವಾರ: [1344, 54, 1405, 76]
- brief2-body: [15, 825, 307, 1405]
- column-divider: [918, 1221, 920, 1789]
- obituary-2-body: [15, 1694, 238, 1789]
- section-rule-1: [335, 1210, 1528, 1211]
- mla-kicker: ಗುತ್ತಿಗೆದಾರರ ಬಾಕಿ ಬಿಲ್ ಬಿಡುಗಡೆ ಮಾಡುವಂತೆ ಮನವಿ: [430, 1221, 816, 1246]
- obituary-2-photo: [243, 1695, 309, 1786]
- suddi-label: ಸುದ್ದಿ: [198, 180, 237, 209]
- feature-headline: ಯಕ್ಷಲೋಕದ ಸವ್ಯಸಾಚಿಯ ಮಹಾಪ್ರಸ್ಥಾನ: [397, 1825, 1147, 1891]
- feature-pullquote: ಇವರ ಹಿರಿಯ ಕಲಾವಿದರೊಡನೆಯ ಒಡನಾಟ, ರಂಗದಲ್ಲಿನ ಶಿಸ್ತು, ಪ್ರತಿ ಪಾತ್ರಕ್ಕೂ ಹೊಸ ಆಯಾಮ ನೀಡುವ ಪ್ರತಿಭೆ ಅನನ್ಯ.: [580, 2028, 772, 2081]
- lead-dateline: • ಕಾಸರಗೋಡು:: [338, 670, 430, 686]
- obituary-1-body: [15, 1528, 238, 1658]
- observer-dateline: • ಕಾಸರಗೋಡು:: [591, 935, 674, 950]
- violation-text: ನೀತಿ ಸಂಹಿತೆ ಅಂಗವಾಗಿ ಸಾರ್ವಜನಿಕ ಮತ್ತು ಖಾಸಗಿ ಸ್ಥಳಗಳಲ್ಲಿ ಅನಧಿಕೃತವಾಗಿ ಪ್ರಚಾರ ಸಾಮಗ್ರಿಗಳನ್ನು ತೆಗೆದು ಹಾಕಲಾಯಿತು. ಈ ಟೀಮ್‌ನಲ್ಲಿ ಸೋಮವಾರ 14 ಚುವರಿ ಬರಹಗಳು, 156 ಪೋಸ್ಟರ್‌ಗಳು, 16 ಬ್ಯಾನರ್‌ಗಳು ಮತ್ತು 82 ಇತರ ಪ್ರಚಾರ ಸಾಮಗ್ರಿಗಳು ಸೇರಿದಂತೆ ಒಟ್ಟು 268 ವಸ್ತುಗಳನ್ನು ತೆರವುಗೊಳಿಸಲಾಗಿದೆ. ಖಾಸಗಿ ಸ್ಥಳಗಳಲ್ಲಿ ಅನುಮತಿ ಇಲ್ಲದೆ ಇರಿಸಲಾದ ಪ್ರಚಾರ ಸಾಮಗ್ರಿಗಳ ವಿರುದ್ಧವೂ ಕ್ರಮ ಕೈಗೊಳ್ಳಲಾಗಿದೆ. ಖಾಸಗಿ ಸ್ಥಳಗಳಿಂದ ಒಟ್ಟು 2176 ಉಲ್ಲಂಘನೆಗಳು ವರದಿಯಾಗಿವೆ. ಇವುಗಳಲ್ಲಿ 2148 ಅನ್ನು ಅಧಿಕಾರಿಗಳು ತೆಗೆದು ಹಾಕಿದ್ದಾರೆ. ಇದುವರೆಗೆ ಸಾರ್ವಜನಿಕ ಸ್ಥಳಗಳಿಂದ ಒಟ್ಟು 104 ಉಲ್ಲಂಘನೆಗಳಲ್ಲಿ 97 ಪ್ರಚಾರ ಸಾಮಗ್ರಿಗಳನ್ನು ತೆಗೆದುಹಾಕಲಾಗಿದೆ.: [1063, 720, 1517, 848]
- kiru-label: ಕಿರು: [134, 180, 167, 209]
